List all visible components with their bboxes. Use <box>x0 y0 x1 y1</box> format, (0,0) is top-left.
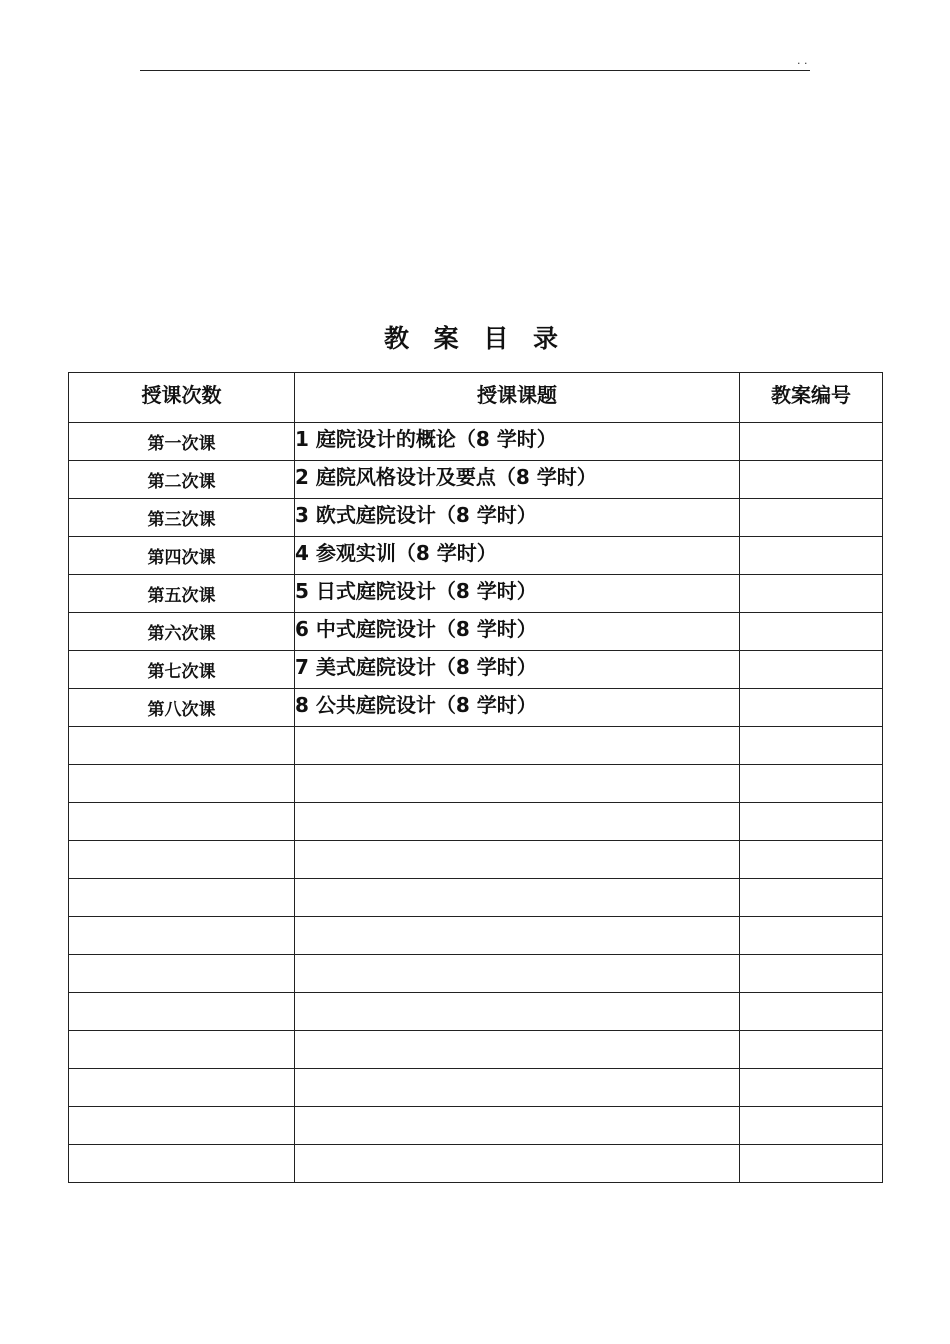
plan-number-cell <box>740 423 883 461</box>
plan-number-cell <box>740 765 883 803</box>
column-header-topic: 授课课题 <box>295 373 740 423</box>
plan-number-cell <box>740 917 883 955</box>
topic-cell <box>295 841 740 879</box>
plan-number-cell <box>740 499 883 537</box>
table-row <box>69 1145 883 1183</box>
topic-cell <box>295 803 740 841</box>
table-header-row <box>69 373 883 423</box>
table-row <box>69 841 883 879</box>
session-cell: 第七次课 <box>69 651 295 689</box>
table-row <box>69 575 883 613</box>
session-cell <box>69 917 295 955</box>
topic-cell <box>295 1145 740 1183</box>
table-row <box>69 651 883 689</box>
table-row <box>69 727 883 765</box>
session-cell: 第六次课 <box>69 613 295 651</box>
lesson-plan-table <box>68 372 883 1183</box>
table-row <box>69 993 883 1031</box>
plan-number-cell <box>740 727 883 765</box>
plan-number-cell <box>740 803 883 841</box>
plan-number-cell <box>740 879 883 917</box>
table-body <box>69 423 883 1183</box>
topic-cell <box>295 1069 740 1107</box>
table-row <box>69 955 883 993</box>
session-cell <box>69 879 295 917</box>
session-cell: 第五次课 <box>69 575 295 613</box>
session-cell <box>69 955 295 993</box>
table-row <box>69 461 883 499</box>
table-row <box>69 1069 883 1107</box>
plan-number-cell <box>740 651 883 689</box>
plan-number-cell <box>740 955 883 993</box>
topic-cell <box>295 727 740 765</box>
session-cell <box>69 1069 295 1107</box>
column-header-session: 授课次数 <box>69 373 295 423</box>
plan-number-cell <box>740 1145 883 1183</box>
topic-cell <box>295 1107 740 1145</box>
session-cell: 第四次课 <box>69 537 295 575</box>
topic-cell: 4 参观实训（8 学时） <box>295 537 740 575</box>
column-header-plan-number: 教案编号 <box>740 373 883 423</box>
topic-cell <box>295 765 740 803</box>
session-cell <box>69 727 295 765</box>
table-row <box>69 917 883 955</box>
session-cell <box>69 1145 295 1183</box>
topic-cell: 6 中式庭院设计（8 学时） <box>295 613 740 651</box>
plan-number-cell <box>740 461 883 499</box>
table-row <box>69 613 883 651</box>
plan-number-cell <box>740 575 883 613</box>
session-cell: 第二次课 <box>69 461 295 499</box>
plan-number-cell <box>740 1069 883 1107</box>
header-rule <box>140 70 810 71</box>
session-cell <box>69 1107 295 1145</box>
session-cell <box>69 993 295 1031</box>
plan-number-cell <box>740 993 883 1031</box>
session-cell <box>69 803 295 841</box>
topic-cell <box>295 879 740 917</box>
topic-cell: 7 美式庭院设计（8 学时） <box>295 651 740 689</box>
topic-cell <box>295 955 740 993</box>
topic-cell <box>295 993 740 1031</box>
plan-number-cell <box>740 1031 883 1069</box>
header-mark: . . <box>797 54 808 67</box>
topic-cell: 8 公共庭院设计（8 学时） <box>295 689 740 727</box>
topic-cell: 2 庭院风格设计及要点（8 学时） <box>295 461 740 499</box>
plan-number-cell <box>740 537 883 575</box>
plan-number-cell <box>740 613 883 651</box>
session-cell <box>69 765 295 803</box>
table-row <box>69 879 883 917</box>
page-title: 教 案 目 录 <box>383 324 567 353</box>
session-cell: 第八次课 <box>69 689 295 727</box>
table-row <box>69 499 883 537</box>
topic-cell: 5 日式庭院设计（8 学时） <box>295 575 740 613</box>
table-row <box>69 765 883 803</box>
topic-cell <box>295 917 740 955</box>
session-cell <box>69 1031 295 1069</box>
topic-cell: 1 庭院设计的概论（8 学时） <box>295 423 740 461</box>
plan-number-cell <box>740 841 883 879</box>
table-row <box>69 1031 883 1069</box>
session-cell: 第三次课 <box>69 499 295 537</box>
table-row <box>69 423 883 461</box>
table-row <box>69 1107 883 1145</box>
session-cell: 第一次课 <box>69 423 295 461</box>
topic-cell <box>295 1031 740 1069</box>
table-row <box>69 803 883 841</box>
session-cell <box>69 841 295 879</box>
table-row <box>69 537 883 575</box>
topic-cell: 3 欧式庭院设计（8 学时） <box>295 499 740 537</box>
plan-number-cell <box>740 1107 883 1145</box>
table-row <box>69 689 883 727</box>
plan-number-cell <box>740 689 883 727</box>
